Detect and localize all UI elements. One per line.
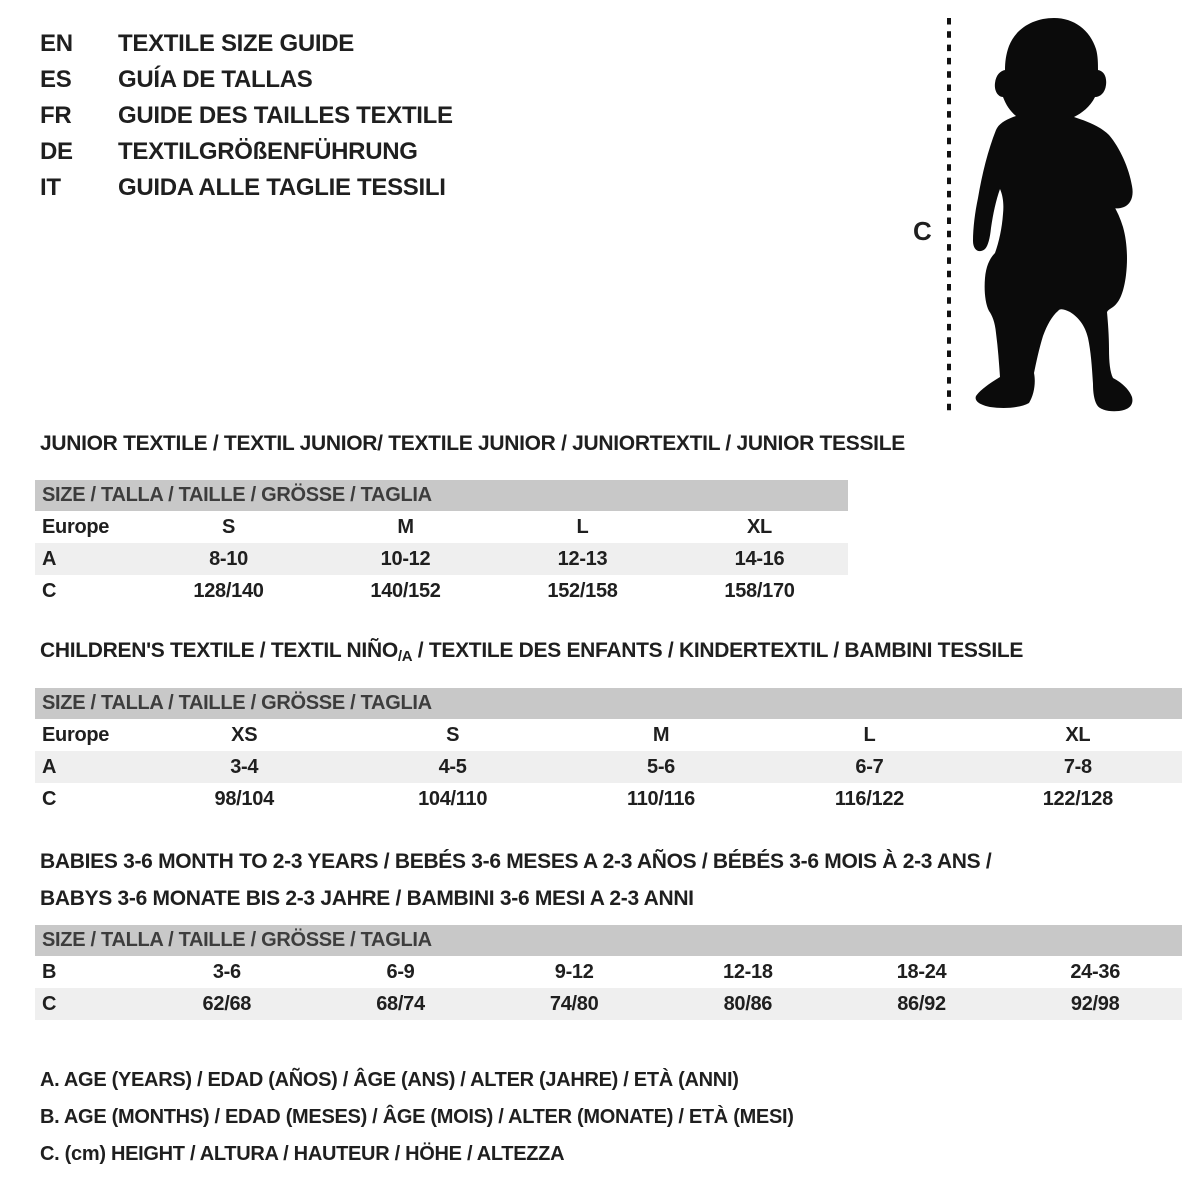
table-cell: 158/170 bbox=[724, 579, 795, 602]
table-row bbox=[35, 751, 1182, 783]
table-cell: M bbox=[652, 723, 670, 746]
language-code: FR bbox=[40, 102, 72, 129]
babies-heading-line1: BABIES 3-6 MONTH TO 2-3 YEARS / BEBÉS 3-6 MESES A 2-3 AÑOS / BÉBÉS 3-6 MOIS À 2-3 ANS / bbox=[40, 850, 992, 873]
guide-title: TEXTILGRÖßENFÜHRUNG bbox=[118, 138, 418, 165]
table-cell: XL bbox=[1065, 723, 1091, 746]
table-cell: 86/92 bbox=[897, 992, 946, 1015]
language-row bbox=[40, 170, 453, 206]
language-row bbox=[40, 26, 453, 62]
table-row bbox=[35, 956, 1182, 988]
table-cell: L bbox=[576, 515, 589, 538]
height-measure-dashed-line bbox=[944, 16, 954, 416]
table-cell: 110/116 bbox=[627, 787, 696, 810]
children-section-heading bbox=[40, 639, 1023, 663]
table-cell: 116/122 bbox=[834, 787, 904, 810]
table-cell: 14-16 bbox=[734, 547, 785, 570]
children-heading-prefix: CHILDREN'S TEXTILE / TEXTIL NIÑO bbox=[40, 639, 398, 662]
size-table-header: SIZE / TALLA / TAILLE / GRÖSSE / TAGLIA bbox=[35, 925, 1182, 956]
junior-size-table bbox=[35, 480, 848, 607]
table-row bbox=[35, 543, 848, 575]
junior-section-heading: JUNIOR TEXTILE / TEXTIL JUNIOR/ TEXTILE JUNIOR / JUNIORTEXTIL / JUNIOR TESSILE bbox=[40, 432, 905, 455]
table-cell: 10-12 bbox=[380, 547, 431, 570]
table-cell: 128/140 bbox=[193, 579, 264, 602]
legend-line-a: A. AGE (YEARS) / EDAD (AÑOS) / ÂGE (ANS) / ALTER (JAHRE) / ETÀ (ANNI) bbox=[40, 1069, 739, 1091]
height-measure-label: C bbox=[913, 216, 932, 246]
table-cell: 140/152 bbox=[370, 579, 441, 602]
table-cell: 6-7 bbox=[855, 755, 884, 778]
table-row bbox=[35, 511, 848, 543]
table-cell: 12-13 bbox=[557, 547, 608, 570]
table-row bbox=[35, 988, 1182, 1020]
table-cell: 152/158 bbox=[547, 579, 618, 602]
row-label: B bbox=[42, 960, 57, 983]
size-table-header: SIZE / TALLA / TAILLE / GRÖSSE / TAGLIA bbox=[35, 480, 848, 511]
table-cell: XS bbox=[231, 723, 258, 746]
row-label: Europe bbox=[42, 723, 110, 746]
measurement-legend bbox=[40, 1062, 794, 1173]
table-cell: 24-36 bbox=[1070, 960, 1121, 983]
child-silhouette-icon bbox=[970, 16, 1135, 416]
guide-title: GUIDE DES TAILLES TEXTILE bbox=[118, 102, 453, 129]
table-cell: 18-24 bbox=[896, 960, 947, 983]
table-cell: 3-6 bbox=[212, 960, 241, 983]
legend-line-b: B. AGE (MONTHS) / EDAD (MESES) / ÂGE (MOIS) / ALTER (MONATE) / ETÀ (MESI) bbox=[40, 1106, 794, 1128]
language-row bbox=[40, 62, 453, 98]
table-cell: 4-5 bbox=[438, 755, 467, 778]
language-row bbox=[40, 98, 453, 134]
table-cell: M bbox=[397, 515, 414, 538]
language-title-block bbox=[40, 26, 453, 206]
language-row bbox=[40, 134, 453, 170]
guide-title: GUÍA DE TALLAS bbox=[118, 66, 313, 93]
table-row bbox=[35, 575, 848, 607]
table-cell: 12-18 bbox=[723, 960, 773, 983]
row-label: A bbox=[42, 755, 57, 778]
guide-title: GUIDA ALLE TAGLIE TESSILI bbox=[118, 174, 446, 201]
table-cell: 122/128 bbox=[1042, 787, 1113, 810]
children-heading-suffix: / TEXTILE DES ENFANTS / KINDERTEXTIL / BAMBINI TESSILE bbox=[412, 639, 1024, 662]
table-cell: 6-9 bbox=[386, 960, 415, 983]
guide-title: TEXTILE SIZE GUIDE bbox=[118, 30, 354, 57]
table-cell: 62/68 bbox=[202, 992, 252, 1015]
table-cell: 8-10 bbox=[209, 547, 248, 570]
babies-section-heading bbox=[40, 843, 991, 917]
language-code: IT bbox=[40, 174, 61, 201]
table-row bbox=[35, 783, 1182, 815]
table-cell: S bbox=[221, 515, 236, 538]
size-table-header: SIZE / TALLA / TAILLE / GRÖSSE / TAGLIA bbox=[35, 688, 1182, 719]
row-label: C bbox=[42, 992, 57, 1015]
table-cell: 98/104 bbox=[214, 787, 274, 810]
table-cell: 104/110 bbox=[418, 787, 488, 810]
row-label: A bbox=[42, 547, 57, 570]
table-cell: 9-12 bbox=[554, 960, 594, 983]
children-heading-subscript: /A bbox=[397, 648, 413, 665]
table-cell: 3-4 bbox=[230, 755, 259, 778]
legend-line-c: C. (cm) HEIGHT / ALTURA / HAUTEUR / HÖHE / ALTEZZA bbox=[40, 1143, 565, 1165]
babies-heading-line2: BABYS 3-6 MONATE BIS 2-3 JAHRE / BAMBINI 3-6 MESI A 2-3 ANNI bbox=[40, 887, 694, 910]
children-size-table bbox=[35, 688, 1182, 815]
row-label: Europe bbox=[42, 515, 110, 538]
table-cell: 7-8 bbox=[1063, 755, 1092, 778]
language-code: EN bbox=[40, 30, 73, 57]
table-cell: XL bbox=[747, 515, 772, 538]
table-row bbox=[35, 719, 1182, 751]
table-cell: 74/80 bbox=[549, 992, 599, 1015]
table-cell: 68/74 bbox=[376, 992, 425, 1015]
table-cell: 80/86 bbox=[723, 992, 773, 1015]
language-code: DE bbox=[40, 138, 73, 165]
row-label: C bbox=[42, 579, 57, 602]
table-cell: 5-6 bbox=[647, 755, 676, 778]
babies-size-table bbox=[35, 925, 1182, 1020]
table-cell: L bbox=[863, 723, 876, 746]
table-cell: S bbox=[446, 723, 460, 746]
row-label: C bbox=[42, 787, 57, 810]
table-cell: 92/98 bbox=[1070, 992, 1120, 1015]
language-code: ES bbox=[40, 66, 72, 93]
